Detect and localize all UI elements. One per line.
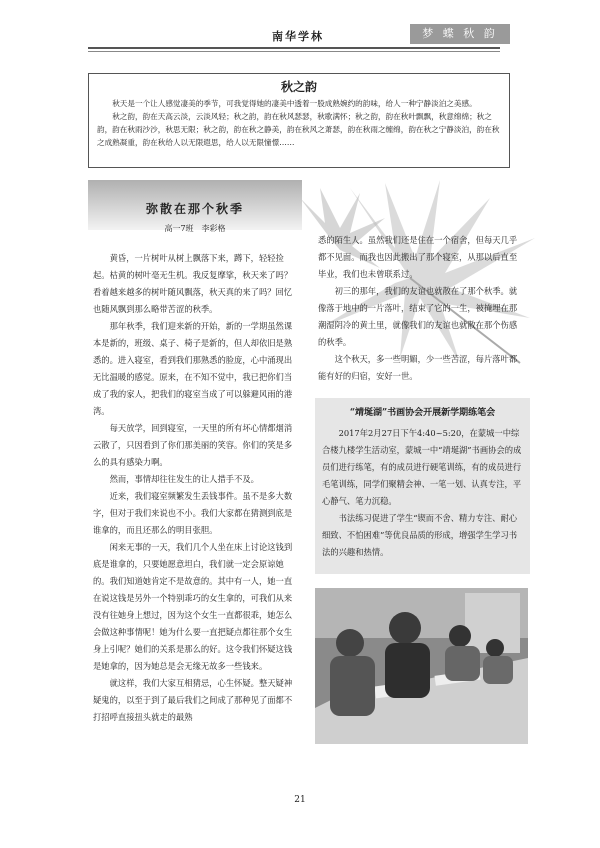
article-title: 弥散在那个秋季 xyxy=(145,202,244,216)
news-paragraph: 2017年2月27日下午4:40~5:20，在蒙城一中综合楼九楼学生活动室，蒙城一中“靖埏湖”书画协会的成员们进行练笔，有的成员进行硬笔训练，有的成员进行毛笔训练，同学们聚精会神、一笔一划、认真专注，平心静气、笔力沉稳。 xyxy=(322,428,522,506)
article-paragraph: 闲来无事的一天，我们几个人坐在床上讨论这钱到底是谁拿的，只要她愿意坦白，我们就一定会原谅她的。我们知道她肯定不是故意的。其中有一人，她一直在说这钱是另外一个特别乖巧的女生拿的，可我们从来没有往她身上想过，因为这个女生一直都很乖，她怎么会做这种事情呢！她为什么要一直把疑点都往那个女生身上引呢？她们的关系是那么的好。这令我们怀疑这钱是她拿的，因为她总是会无缘无故多一些钱来。 xyxy=(93,542,293,671)
article-paragraph: 每天放学，回到寝室，一天里的所有坏心情都烟消云散了，只因看到了你们那美丽的笑容。你们的笑是多么的具有感染力啊。 xyxy=(93,423,293,467)
intro-title: 秋之韵 xyxy=(280,80,317,94)
article-paragraph: 就这样，我们大家互相猜忌，心生怀疑。整天疑神疑鬼的，以至于到了最后我们之间成了那种见了面都不打招呼直接扭头就走的最熟 xyxy=(93,678,293,722)
journal-title: 南华学林 xyxy=(272,30,324,43)
article-right-column xyxy=(318,232,524,385)
news-callout-title: “靖埏湖”书画协会开展新学期练笔会 xyxy=(349,408,496,418)
page-number: 21 xyxy=(294,795,306,805)
article-paragraph: 初三的那年，我们的友谊也就散在了那个秋季。就像落于地中的一片落叶，结束了它的一生，被掩埋在那潮湿阴冷的黄土里，就像我们的友谊也就散在那个伤感的秋季。 xyxy=(318,286,518,347)
calligraphy-practice-photo xyxy=(315,588,528,744)
intro-paragraph: 秋天是一个让人感觉凄美的季节，可我觉得她的凄美中透着一股成熟婉约的韵味，给人一种宁静淡泊之美感。 xyxy=(112,99,477,108)
intro-box xyxy=(88,73,510,168)
article-paragraph: 近来，我们寝室频繁发生丢钱事件。虽不是多大数字，但对于我们来说也不小。我们大家都在猜测到底是谁拿的，而且还那么的明目张胆。 xyxy=(93,491,293,535)
article-paragraph: 那年秋季，我们迎来新的开始，新的一学期虽然课本是新的，班级、桌子、椅子是新的，但人却依旧是熟悉的。进入寝室，看到我们那熟悉的脸庞，心中涌现出无比温暖的感觉。原来，在不知不觉中，我已把你们当成了我的家人，把我们的寝室当成了可以躲避风雨的港湾。 xyxy=(93,321,293,416)
intro-paragraph: 秋之韵，韵在天高云淡，云淡风轻；秋之韵，韵在秋风瑟瑟，秋歌满怀；秋之韵，韵在秋叶飘飘，秋意绵绵；秋之韵，韵在秋雨沙沙，秋思无限；秋之韵，韵在秋之静美，韵在秋风之萧瑟，韵在秋雨之缠绵，韵在秋之宁静淡泊，韵在秋之成熟凝重，韵在秋给人以无限遐思，给人以无限憧憬…… xyxy=(97,112,500,147)
header-rule xyxy=(88,47,500,49)
article-paragraph: 然而，事情却往往发生的让人措手不及。 xyxy=(109,474,259,484)
article-paragraph: 悉的陌生人。虽然我们还是住在一个宿舍，但每天几乎都不见面。而我也因此搬出了那个寝室，从那以后直至毕业，我们也未曾联系过。 xyxy=(318,235,518,279)
section-label: 梦 蝶 秋 韵 xyxy=(410,24,510,44)
news-paragraph: 书法练习促进了学生“锲而不舍、精力专注、耐心细致、不怕困难”等优良品质的形成，增强学生学习书法的兴趣和热情。 xyxy=(322,513,518,557)
header-rule-thin xyxy=(88,51,500,52)
article-paragraph: 这个秋天，多一些明媚，少一些苦涩，每片落叶都能有好的归宿，安好一世。 xyxy=(318,354,518,381)
article-paragraph: 黄昏，一片树叶从树上飘落下来，蹲下，轻轻捡起。枯黄的树叶毫无生机。我反复摩挲，秋天来了吗？看着越来越多的树叶随风飘落，秋天真的来了吗？回忆也随风飘到那么略带苦涩的秋季。 xyxy=(93,253,293,314)
news-callout-body xyxy=(322,425,524,561)
article-author: 高一7班 李彩格 xyxy=(164,224,226,233)
article-left-column xyxy=(93,250,299,726)
